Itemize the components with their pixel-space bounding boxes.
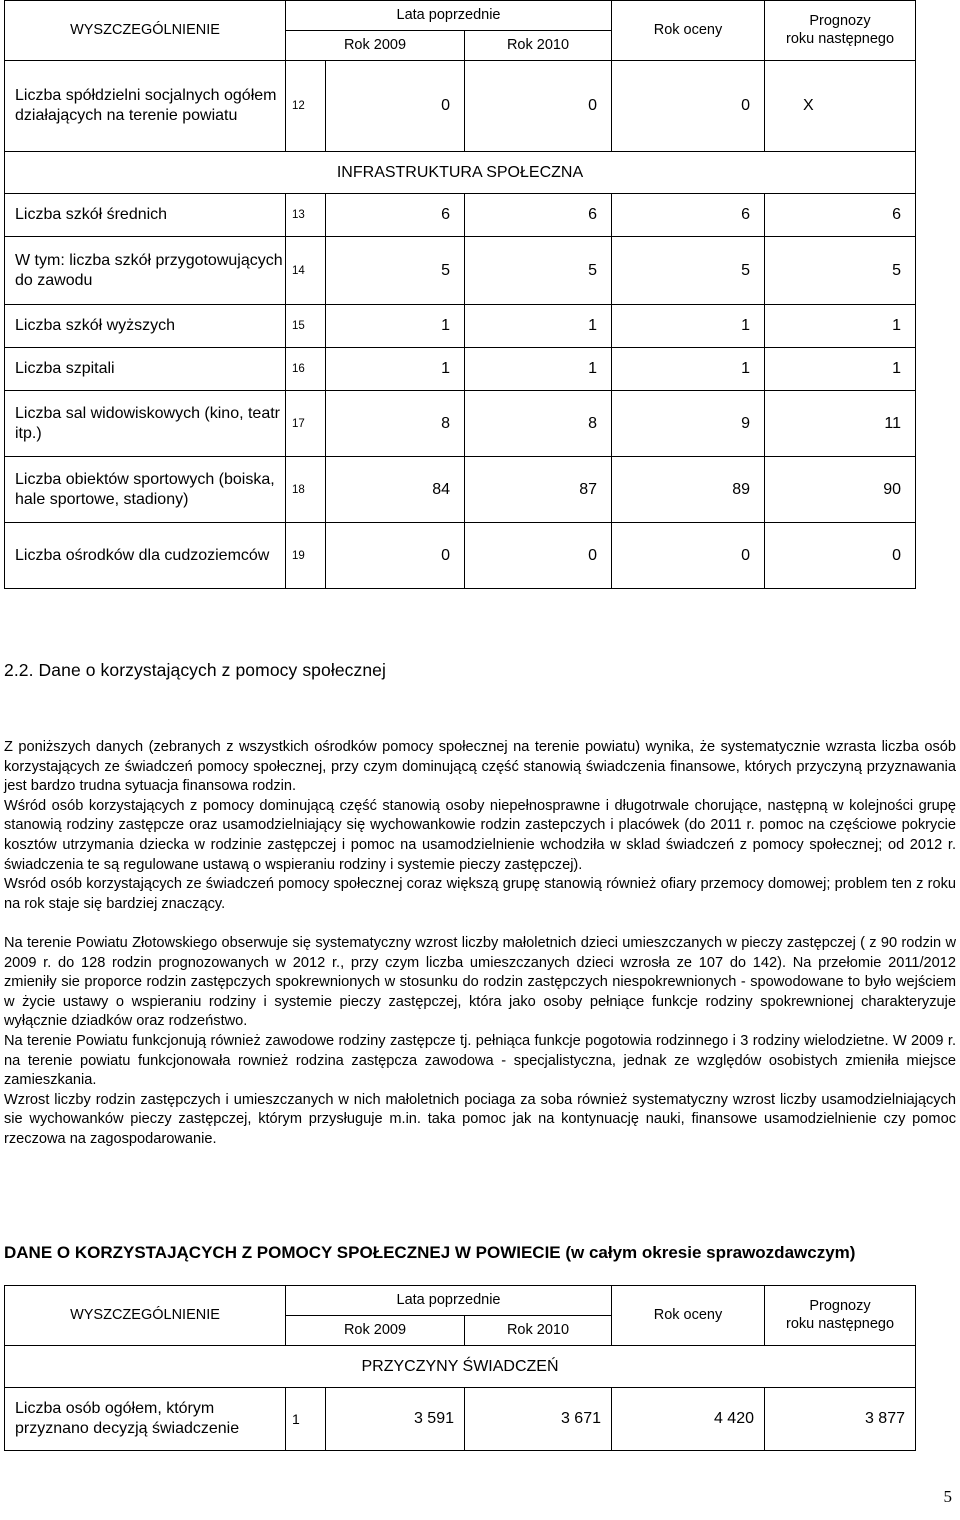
table-row [5,237,916,305]
header-previous-years: Lata poprzednie [286,1,612,31]
paragraph: Wzrost liczby rodzin zastępczych i umieszczanych w nich małoletnich pociaga za soba również systematyczny wzrost liczby usamodzielniających sie wychowanków pieczy zastępczej, którym przysługuje m.in. taka pomoc jak na kontynuację nauki, finansowe usamodzielnienie czy pomoc rzeczowa na zagospodarowanie. [4,1091,956,1147]
row-number: 19 [286,523,326,589]
header-forecast [765,1,916,61]
section-heading: 2.2. Dane o korzystających z pomocy społecznej [4,660,387,680]
value-2010: 0 [465,523,612,589]
value-2009: 6 [326,194,465,237]
header-assessment-year: Rok oceny [612,1,765,61]
section-title-benefit-reasons: PRZYCZYNY ŚWIADCZEŃ [5,1346,916,1388]
value-forecast: 6 [765,194,916,237]
row-number: 18 [286,457,326,523]
value-assessment: 5 [612,237,765,305]
row-label: Liczba osób ogółem, którym przyznano decyzją świadczenie [5,1388,286,1451]
header-forecast-line1: Prognozy [809,13,871,30]
value-assessment: 9 [612,391,765,457]
value-2009: 3 591 [326,1388,465,1451]
value-2009: 0 [326,523,465,589]
row-number: 12 [286,61,326,152]
header-forecast [765,1286,916,1346]
value-2009: 5 [326,237,465,305]
value-2010: 1 [465,305,612,348]
value-2010: 8 [465,391,612,457]
value-2010: 0 [465,61,612,152]
value-assessment: 0 [612,61,765,152]
row-number: 17 [286,391,326,457]
row-label: Liczba obiektów sportowych (boiska, hale sportowe, stadiony) [5,457,286,523]
value-assessment: 4 420 [612,1388,765,1451]
table-row [5,1388,916,1451]
header-year-2009: Rok 2009 [286,31,465,61]
value-2010: 87 [465,457,612,523]
header-year-2010: Rok 2010 [465,1316,612,1346]
header-description: WYSZCZEGÓLNIENIE [5,1286,286,1346]
row-number: 14 [286,237,326,305]
value-2010: 5 [465,237,612,305]
row-number: 15 [286,305,326,348]
table-row [5,194,916,237]
value-forecast: 0 [765,523,916,589]
header-forecast-line2: roku następnego [785,30,895,47]
value-2009: 0 [326,61,465,152]
value-forecast: 1 [765,305,916,348]
infrastructure-table [4,0,916,589]
value-forecast: 3 877 [765,1388,916,1451]
value-2009: 84 [326,457,465,523]
header-assessment-year: Rok oceny [612,1286,765,1346]
value-assessment: 89 [612,457,765,523]
header-previous-years: Lata poprzednie [286,1286,612,1316]
header-description: WYSZCZEGÓLNIENIE [5,1,286,61]
table-row [5,391,916,457]
row-label: Liczba sal widowiskowych (kino, teatr itp.) [5,391,286,457]
header-forecast-line2: roku następnego [785,1315,895,1332]
value-2009: 1 [326,305,465,348]
row-label: Liczba szkół wyższych [5,305,286,348]
table-row [5,457,916,523]
value-forecast: 5 [765,237,916,305]
value-2009: 1 [326,348,465,391]
value-forecast: 11 [765,391,916,457]
row-label: Liczba spółdzielni socjalnych ogółem działających na terenie powiatu [5,61,286,152]
value-forecast: 90 [765,457,916,523]
paragraph: Na terenie Powiatu Złotowskiego obserwuje się systematyczny wzrost liczby małoletnich dzieci umieszczanych w pieczy zastępczej ( z 90 rodzin w 2009 r. do 128 rodzin prognozowanych w 2012 r., przy czym liczba umieszczanych dzieci wzrosła ze 107 do 142). Na przełomie 2011/2012 zmieniły sie proporce rodzin zastępczych spokrewnionych w stosunku do rodzin zastępczych niespokrewnionych - spowodowane to było wejściem w życie ustawy o wspieraniu rodziny i systemie pieczy zastępczej, która jako osoby pełniące funkcje rodziny spokrewnionej charakteryzuje wyłącznie dziadków oraz rodzeństwo. [4,934,956,1030]
paragraph: Wśród osób korzystających z pomocy dominującą część stanowią osoby niepełnosprawne i długotrwale chorujące, następną w kolejności grupę stanowią rodziny zastępcze oraz usamodzielniający się wychowankowie rodzin zastepczych i placówek (do 2011 r. pomoc na częściowe pokrycie kosztów utrzymania dziecka w rodzinie zastępczej i pomoc na usamodzielnienie wchodziła w sklad świadczeń z pomocy społecznej; od 2012 r. świadczenia te są regulowane ustawą o wspieraniu rodziny i systemie pieczy zastępczej). [4,797,956,873]
row-label: Liczba szpitali [5,348,286,391]
value-forecast: 1 [765,348,916,391]
value-assessment: 6 [612,194,765,237]
header-year-2009: Rok 2009 [286,1316,465,1346]
table-row [5,523,916,589]
value-assessment: 0 [612,523,765,589]
table2-title: DANE O KORZYSTAJĄCYCH Z POMOCY SPOŁECZNEJ W POWIECIE (w całym okresie sprawozdawczym) [4,1243,856,1262]
table-row [5,305,916,348]
value-2009: 8 [326,391,465,457]
header-forecast-line1: Prognozy [809,1298,871,1315]
value-2010: 6 [465,194,612,237]
body-text [4,738,956,1149]
row-label: W tym: liczba szkół przygotowujących do zawodu [5,237,286,305]
row-number: 1 [286,1388,326,1451]
header-year-2010: Rok 2010 [465,31,612,61]
beneficiaries-table [4,1285,916,1451]
paragraph: Na terenie Powiatu funkcjonują również zawodowe rodziny zastępcze tj. pełniąca funkcje pogotowia rodzinnego i 3 rodziny wielodzietne. W 2009 r. na terenie powiatu funkcjonowała rownież rodzina zastępcza zawodowa - specjalistyczna, jednak ze względów osobistych zmieniła miejsce zamieszkania. [4,1032,956,1089]
paragraph: Z poniższych danych (zebranych z wszystkich ośrodków pomocy społecznej na terenie powiatu) wynika, że systematycznie wzrasta liczba osób korzystających ze świadczeń pomocy społecznej, przy czym dominującą część stanowią świadczenia finansowe, których przyczyną przyznawania jest bardzo trudna sytuacja finansowa rodzin. [4,739,956,795]
page-number: 5 [943,1487,952,1506]
row-label: Liczba ośrodków dla cudzoziemców [5,523,286,589]
value-2010: 1 [465,348,612,391]
value-forecast: X [765,61,916,152]
value-2010: 3 671 [465,1388,612,1451]
table-row [5,61,916,152]
row-number: 13 [286,194,326,237]
row-number: 16 [286,348,326,391]
value-assessment: 1 [612,348,765,391]
row-label: Liczba szkół średnich [5,194,286,237]
table-row [5,348,916,391]
value-assessment: 1 [612,305,765,348]
paragraph: Wsród osób korzystających ze świadczeń pomocy społecznej coraz większą grupę stanowią również ofiary przemocy domowej; problem ten z roku na rok staje się bardziej znaczący. [4,876,956,912]
section-title-infrastructure: INFRASTRUKTURA SPOŁECZNA [5,152,916,194]
